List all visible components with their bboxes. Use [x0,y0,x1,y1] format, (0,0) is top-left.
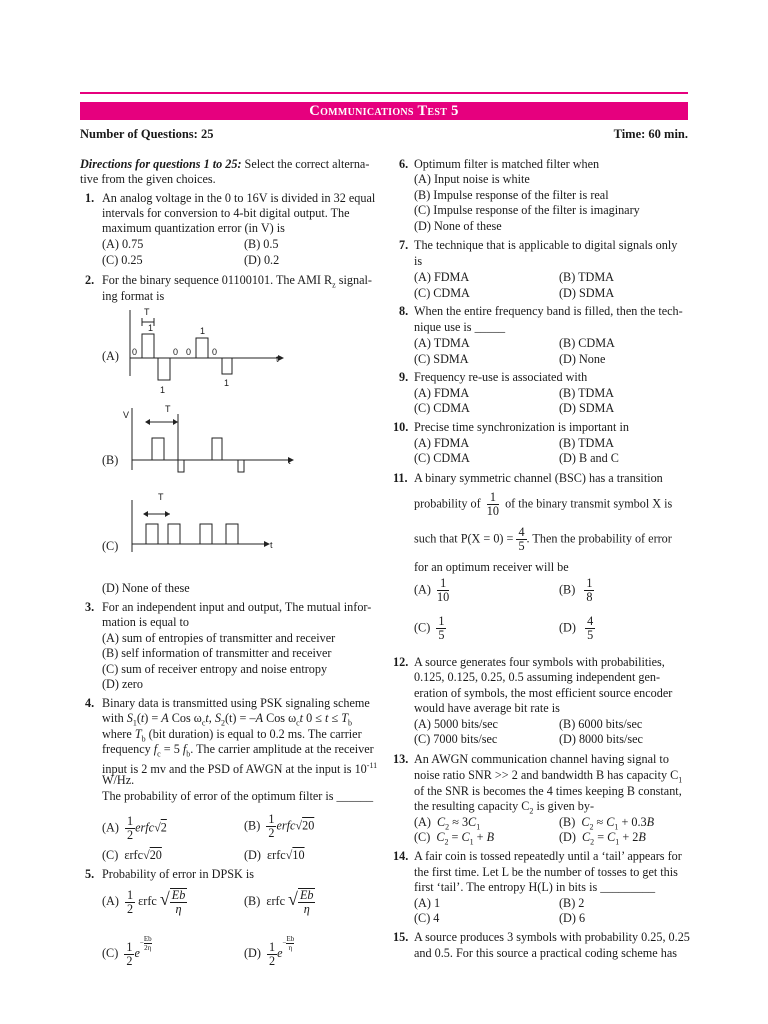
q4-option-a: (A) $\frac{1}{2}$ erfc√2 [102,814,167,842]
q14-number: 14. [393,849,409,863]
q14-line3: first ‘tail’. The entropy H(L) in bits is _________ [414,880,656,894]
q10-number: 10. [393,420,409,434]
q8-number: 8. [399,304,409,318]
svg-text:0: 0 [186,347,192,357]
q9-line1: Frequency re-use is associated with [414,370,588,384]
q3-line2: mation is equal to [102,615,189,629]
q2-line2: ing format is [102,289,165,303]
q2-line1: For the binary sequence 01100101. The AMI $R_z$ signal- [102,273,372,290]
svg-text:1: 1 [200,326,206,336]
q13-line4: the resulting capacity $C_2$ is given by- [414,799,595,816]
q12-line2: 0.125, 0.125, 0.25, 0.5 assuming independent gen- [414,670,661,684]
svg-text:1: 1 [224,378,230,388]
q5-option-c: (C) $\frac{1}{2}$ $e^{- \frac{Eb}{2\eta}}$ [102,935,152,968]
q11-option-a: (A) $\frac{1}{10}$ [414,576,450,604]
q8-option-b: (B) CDMA [559,336,615,350]
q9-option-b: (B) TDMA [559,386,614,400]
q15-line2: and 0.5. For this source a practical coding scheme has [414,946,677,960]
q11-number: 11. [393,471,408,485]
q2-option-d: (D) None of these [102,581,190,595]
q11-line4: for an optimum receiver will be [414,560,569,574]
q3-option-d: (D) zero [102,677,143,691]
q4-line2: with $S_1(t) = A$ Cos $\omega_ct$, $S_2(t) = -A$ Cos $\omega_ct$ $0 \le t \le T_b$ [102,711,352,728]
svg-text:0: 0 [212,347,218,357]
q4-line1: Binary data is transmitted using PSK signaling scheme [102,696,370,710]
question-count: Number of Questions: 25 [80,127,214,141]
q1-option-b: (B) 0.5 [244,237,279,251]
q3-number: 3. [85,600,95,614]
q15-line1: A source produces 3 symbols with probability 0.25, 0.25 [414,930,690,944]
q5-option-d: (D) $\frac{1}{2}$ $e^{- \frac{Eb}{\eta}}$ [244,935,295,968]
q7-option-b: (B) TDMA [559,270,614,284]
q14-line2: the first time. Let L be the number of tosses to get this [414,865,678,879]
q13-line1: An AWGN communication channel having signal to [414,752,669,766]
waveform-b [118,400,298,480]
q8-option-d: (D) None [559,352,606,366]
q13-option-c: (C) $C_2 = C_1 + B$ [414,830,495,847]
q5-line1: Probability of error in DPSK is [102,867,254,881]
q8-option-c: (C) SDMA [414,352,469,366]
q1-line3: maximum quantization error (in V) is [102,221,285,235]
svg-text:1: 1 [148,323,154,333]
q14-option-c: (C) 4 [414,911,440,925]
q6-option-a: (A) Input noise is white [414,172,530,186]
q8-line2: nique use is _____ [414,320,506,334]
waveform-a [120,304,290,404]
q12-option-b: (B) 6000 bits/sec [559,717,643,731]
q6-option-b: (B) Impulse response of the filter is real [414,188,609,202]
q7-line1: The technique that is applicable to digital signals only [414,238,678,252]
q13-line2: noise ratio SNR >> 2 and bandwidth B has capacity $C_1$ [414,768,683,785]
q14-option-d: (D) 6 [559,911,586,925]
svg-text:t: t [270,540,273,550]
q5-option-b: (B) εrfc √ $\frac{Eb}{\eta}$ [244,888,314,916]
q4-line3: where $T_b$ (bit duration) is equal to 0.2 ms. The carrier [102,727,362,744]
q2-option-b: (B) [102,453,119,467]
q4-line4: frequency $f_c = 5$ $f_b$. The carrier amplitude at the receiver [102,742,374,759]
q11-option-c: (C) $\frac{1}{5}$ [414,614,445,642]
q9-option-a: (A) FDMA [414,386,470,400]
waveform-c [118,488,298,558]
top-rule [80,92,688,94]
q13-option-b: (B) $C_2 \approx C_1 + 0.3B$ [559,815,655,832]
q11-line1: A binary symmetric channel (BSC) has a transition [414,471,663,485]
q2-option-c: (C) [102,539,119,553]
q11-option-b: (B) $\frac{1}{8}$ [559,576,593,604]
q4-line5: input is 2 mv and the PSD of AWGN at the input is $10^{-11}$ [102,761,378,777]
q1-option-d: (D) 0.2 [244,253,280,267]
q13-line3: of the SNR is becomes the 4 times keeping B constant, [414,784,682,798]
q14-option-a: (A) 1 [414,896,441,910]
q12-line1: A source generates four symbols with probabilities, [414,655,665,669]
q3-option-b: (B) self information of transmitter and receiver [102,646,332,660]
svg-text:t: t [288,456,291,466]
q4-option-d: (D) εrfc√10 [244,848,305,862]
q7-line2: is [414,254,423,268]
q4-number: 4. [85,696,95,710]
q3-option-a: (A) sum of entropies of transmitter and receiver [102,631,336,645]
q6-option-c: (C) Impulse response of the filter is imaginary [414,203,640,217]
q9-option-d: (D) SDMA [559,401,615,415]
q1-option-c: (C) 0.25 [102,253,143,267]
q10-line1: Precise time synchronization is important in [414,420,629,434]
q10-option-b: (B) TDMA [559,436,614,450]
q10-option-a: (A) FDMA [414,436,470,450]
q8-line1: When the entire frequency band is filled, then the tech- [414,304,683,318]
q13-option-d: (D) $C_2 = C_1 + 2B$ [559,830,646,847]
page-title: Communications Test 5 [80,102,688,120]
q1-line1: An analog voltage in the 0 to 16V is divided in 32 equal [102,191,376,205]
q12-number: 12. [393,655,409,669]
q6-option-d: (D) None of these [414,219,502,233]
svg-text:0: 0 [173,347,179,357]
q12-line3: eration of symbols, the most efficient source encoder [414,686,673,700]
q10-option-d: (D) B and C [559,451,619,465]
q12-option-a: (A) 5000 bits/sec [414,717,498,731]
q14-option-b: (B) 2 [559,896,585,910]
svg-text:T: T [144,307,150,317]
q13-option-a: (A) $C_2 \approx 3C_1$ [414,815,481,832]
svg-text:0: 0 [132,347,138,357]
q6-line1: Optimum filter is matched filter when [414,157,600,171]
q11-line2: probability of $\frac{1}{10}$ of the binary transmit symbol X is [414,490,673,518]
q4-option-b: (B) $\frac{1}{2}$ erfc√20 [244,812,315,840]
q3-option-c: (C) sum of receiver entropy and noise entropy [102,662,328,676]
directions: Directions for questions 1 to 25: Select the correct alterna- [80,157,370,171]
q5-option-a: (A) $\frac{1}{2}$ εrfc √ $\frac{Eb}{\eta}$ [102,887,186,916]
q7-option-c: (C) CDMA [414,286,470,300]
q9-number: 9. [399,370,409,384]
time-limit: Time: 60 min. [613,127,688,141]
q11-option-d: (D) $\frac{4}{5}$ [559,614,594,642]
q7-number: 7. [399,238,409,252]
q8-option-a: (A) TDMA [414,336,470,350]
svg-text:T: T [165,404,171,414]
q7-option-a: (A) FDMA [414,270,470,284]
q12-option-c: (C) 7000 bits/sec [414,732,498,746]
q11-line3: such that P(X = 0) = $\frac{4}{5}$ . Then the probability of error [414,525,672,553]
svg-text:t: t [276,354,279,364]
q1-option-a: (A) 0.75 [102,237,144,251]
q14-line1: A fair coin is tossed repeatedly until a ‘tail’ appears for [414,849,682,863]
q9-option-c: (C) CDMA [414,401,470,415]
q15-number: 15. [393,930,409,944]
q12-line4: would have average bit rate is [414,701,560,715]
q1-number: 1. [85,191,95,205]
q13-number: 13. [393,752,409,766]
q7-option-d: (D) SDMA [559,286,615,300]
q3-line1: For an independent input and output, The mutual infor- [102,600,372,614]
q12-option-d: (D) 8000 bits/sec [559,732,643,746]
q6-number: 6. [399,157,409,171]
directions-line2: tive from the given choices. [80,172,216,186]
svg-text:1: 1 [160,385,166,395]
q4-option-c: (C) εrfc√20 [102,848,162,862]
q2-option-a: (A) [102,349,119,363]
q5-number: 5. [85,867,95,881]
svg-text:T: T [158,492,164,502]
q2-number: 2. [85,273,95,287]
q1-line2: intervals for conversion to 4-bit digital output. The [102,206,350,220]
svg-text:V: V [123,410,130,420]
q4-line7: The probability of error of the optimum filter is ______ [102,789,374,803]
q4-line6: W/Hz. [102,773,135,787]
q10-option-c: (C) CDMA [414,451,470,465]
